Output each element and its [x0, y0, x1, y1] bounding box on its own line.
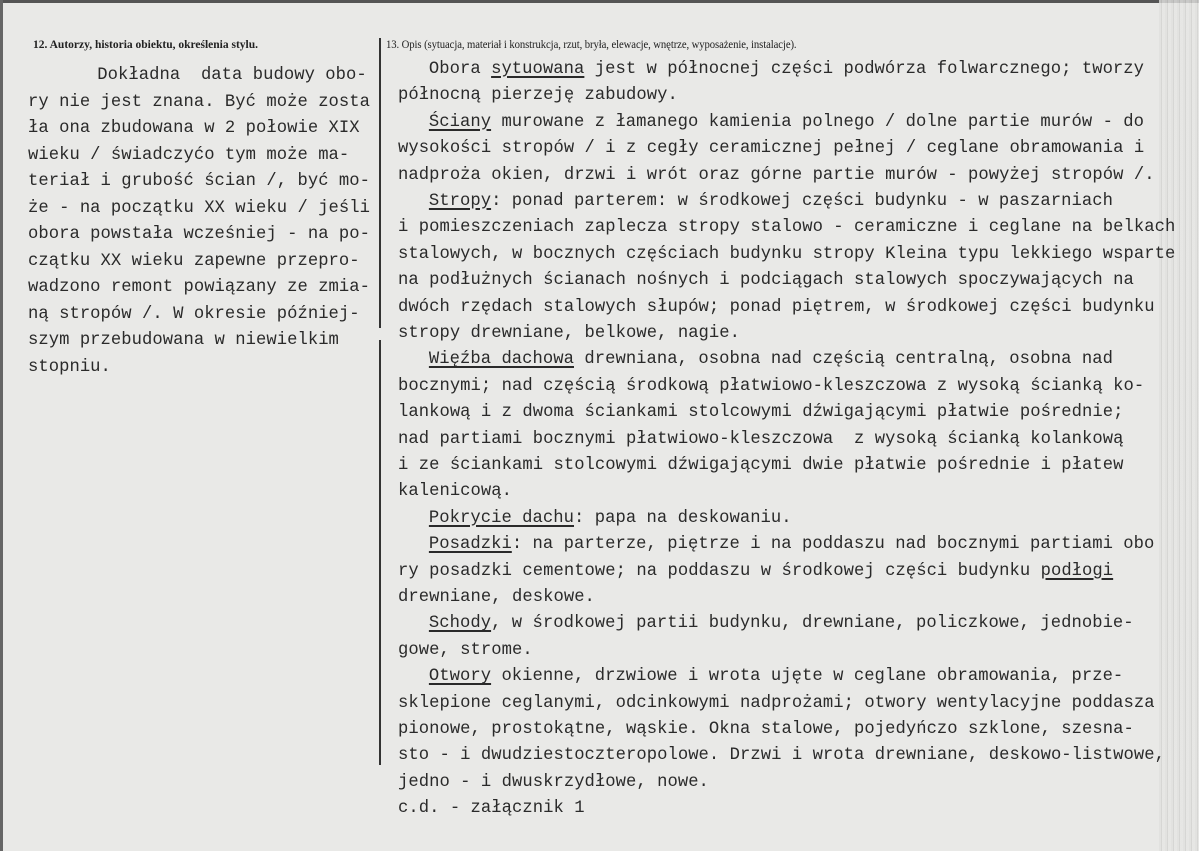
section-12-heading: 12. Autorzy, historia obiektu, określenia stylu.: [33, 39, 259, 51]
text-line: [398, 86, 678, 106]
text-line: [398, 271, 1134, 291]
text-segment: północną pierzeję zabudowy.: [398, 86, 678, 106]
text-line: [28, 93, 370, 113]
text-segment: jest w północnej części podwórza folwarcznego; tworzy: [584, 60, 1145, 79]
text-line: [398, 403, 1124, 423]
column-divider-lower: [379, 340, 381, 765]
text-segment: ry posadzki cementowe; na poddaszu w środkowej części budynku: [398, 561, 1041, 581]
text-segment: drewniana, osobna nad częścią centralną, osobna nad: [574, 350, 1113, 370]
text-segment: i pomieszczeniach zaplecza stropy stalowo - ceramiczne i ceglane na belkach: [398, 218, 1176, 238]
text-line: [398, 139, 1144, 159]
text-segment: wysokości stropów / i z cegły ceramicznej pełnej / ceglane obramowania i: [398, 139, 1145, 159]
text-segment: czątku XX wieku zapewne przepro-: [28, 251, 360, 271]
text-line: [429, 535, 1155, 555]
text-line: [398, 799, 585, 819]
text-segment: wadzono remont powiązany ze zmia-: [28, 278, 371, 297]
underlined-subject-heading: Więźba dachowa: [428, 350, 574, 370]
underlined-subject-heading: Schody: [428, 614, 492, 634]
text-line: [398, 218, 1175, 238]
text-segment: na podłużnych ścianach nośnych i podciągach stalowych spoczywających na: [398, 271, 1134, 291]
underlined-subject-heading: podłogi: [1040, 561, 1114, 581]
text-line: [398, 773, 709, 793]
text-segment: drewniane, deskowe.: [398, 588, 595, 607]
section-13-heading: 13. Opis (sytuacja, materiał i konstrukcja, rzut, bryła, elewacje, wnętrze, wyposażenie, instalacje).: [386, 39, 797, 51]
text-segment: jedno - i dwuskrzydłowe, nowe.: [398, 772, 709, 792]
text-line: [28, 199, 370, 219]
text-line: [28, 225, 370, 245]
text-segment: szym przebudowana w niewielkim: [28, 331, 339, 350]
text-line: [429, 192, 1113, 212]
scan-left-edge: [0, 0, 3, 851]
underlined-subject-heading: Ściany: [428, 112, 492, 132]
text-segment: c.d. - załącznik 1: [398, 799, 585, 819]
underlined-subject-heading: Posadzki: [428, 535, 512, 555]
text-line: [398, 562, 1113, 582]
text-segment: pionowe, prostokątne, wąskie. Okna stalowe, pojedyńczo szklone, szesna-: [398, 720, 1134, 739]
text-segment: i ze ściankami stolcowymi dźwigającymi dwie płatwie pośrednie i płatew: [398, 456, 1124, 475]
text-segment: ła ona zbudowana w 2 połowie XIX: [28, 119, 360, 138]
text-segment: : na parterze, piętrze i na poddaszu nad bocznymi partiami obo: [511, 535, 1155, 555]
text-segment: bocznymi; nad częścią środkową płatwiowo-kleszczowa z wysoką ścianką ko-: [398, 376, 1145, 396]
text-line: [429, 60, 1144, 80]
text-line: [429, 509, 792, 529]
text-segment: ną stropów /. W okresie później-: [28, 304, 360, 324]
text-line: [28, 252, 360, 272]
text-segment: murowane z łamanego kamienia polnego / dolne partie murów - do: [491, 112, 1145, 132]
text-line: [429, 350, 1113, 370]
underlined-subject-heading: Otwory: [428, 667, 492, 687]
text-segment: , w środkowej partii budynku, drewniane, policzkowe, jednobie-: [491, 614, 1134, 634]
text-line: [398, 746, 1165, 766]
text-segment: nad partiami bocznymi płatwiowo-kleszczowa z wysoką ścianką kolankową: [398, 429, 1124, 449]
text-segment: stalowych, w bocznych częściach budynku stropy Kleina typu lekkiego wsparte: [398, 244, 1176, 264]
text-line: [28, 146, 349, 166]
text-segment: Obora: [428, 60, 492, 79]
text-line: [28, 119, 360, 139]
text-segment: stopniu.: [28, 357, 111, 377]
text-segment: sto - i dwudziestoczteropolowe. Drzwi i wrota drewniane, deskowo-listwowe,: [398, 746, 1165, 766]
underlined-subject-heading: sytuowana: [491, 60, 585, 79]
text-line: [398, 694, 1155, 714]
text-segment: sklepione ceglanymi, odcinkowymi nadprożami; otwory wentylacyjne poddasza: [398, 693, 1155, 713]
text-segment: Dokładna data budowy obo-: [97, 66, 367, 85]
text-line: [398, 641, 533, 661]
text-line: [398, 324, 740, 344]
text-line: [97, 66, 366, 86]
text-line: [398, 588, 595, 608]
text-segment: obora powstała wcześniej - na po-: [28, 225, 371, 244]
text-line: [398, 482, 512, 502]
text-segment: stropy drewniane, belkowe, nagie.: [398, 324, 741, 343]
text-segment: gowe, strome.: [398, 640, 533, 660]
text-segment: teriał i grubość ścian /, być mo-: [28, 172, 371, 191]
text-line: [398, 298, 1155, 318]
text-segment: że - na początku XX wieku / jeśli: [28, 198, 371, 218]
text-line: [28, 305, 360, 325]
text-line: [398, 456, 1124, 476]
text-segment: : papa na deskowaniu.: [574, 508, 792, 528]
text-line: [398, 430, 1124, 450]
text-line: [398, 720, 1134, 740]
text-segment: wieku / świadczyćo tym może ma-: [28, 145, 350, 165]
text-line: [28, 278, 370, 298]
text-segment: : ponad parterem: w środkowej części budynku - w paszarniach: [491, 192, 1113, 211]
text-line: [28, 331, 339, 351]
text-segment: ry nie jest znana. Być może zosta: [28, 92, 371, 112]
text-line: [398, 245, 1175, 265]
text-line: [398, 377, 1144, 397]
text-segment: kalenicową.: [398, 482, 513, 502]
column-divider-upper: [379, 38, 381, 328]
underlined-subject-heading: Stropy: [428, 192, 492, 211]
text-line: [429, 667, 1123, 687]
text-line: [398, 166, 1155, 186]
text-line: [28, 172, 370, 192]
scan-noise-right-edge: [1159, 0, 1199, 851]
text-line: [429, 614, 1134, 634]
text-segment: okienne, drzwiowe i wrota ujęte w ceglane obramowania, prze-: [491, 667, 1124, 687]
text-segment: dwóch rzędach stalowych słupów; ponad piętrem, w środkowej części budynku: [398, 297, 1155, 317]
text-segment: nadproża okien, drzwi i wrót oraz górne partie murów - powyżej stropów /.: [398, 165, 1155, 185]
scan-top-edge: [0, 0, 1199, 3]
text-segment: lankową i z dwoma ściankami stolcowymi dźwigającymi płatwie pośrednie;: [398, 403, 1124, 423]
text-line: [429, 113, 1144, 133]
underlined-subject-heading: Pokrycie dachu: [428, 508, 574, 528]
text-line: [28, 358, 111, 378]
